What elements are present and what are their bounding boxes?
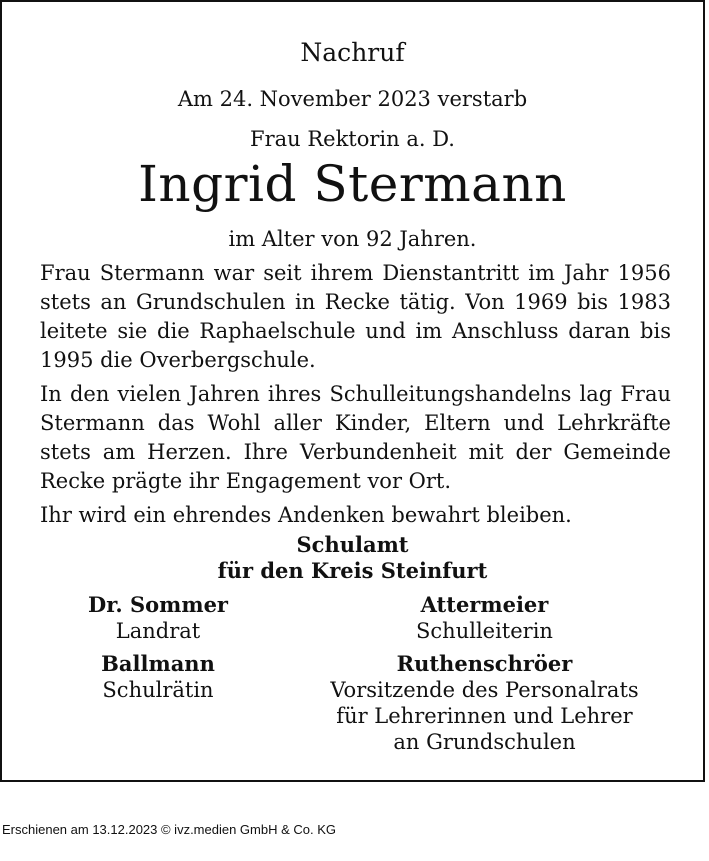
body-paragraph-3: Ihr wird ein ehrendes Andenken bewahrt bleiben. [40, 503, 572, 527]
body-paragraph-1: Frau Stermann war seit ihrem Dienstantritt im Jahr 1956 stets an Grundschulen in Recke tätig. Von 1969 bis 1983 leitete sie die Raphaelschule und im Anschluss daran bis 1995 die Overbergschule. [40, 261, 671, 372]
body-paragraph-2: In den vielen Jahren ihres Schulleitungshandelns lag Frau Stermann das Wohl aller Kinder, Eltern und Lehrkräfte stets am Herzen. Ihre Verbundenheit mit der Gemeinde Recke prägte ihr Engagement vor Ort. [40, 382, 671, 493]
signatory-name: Ruthenschröer [396, 651, 573, 676]
signatory-role: Schulleiterin [416, 619, 553, 643]
signatory-3 [58, 651, 258, 703]
signatory-role-line-2: für Lehrerinnen und Lehrer [336, 704, 633, 728]
signatory-role-line-1: Vorsitzende des Personalrats [330, 678, 639, 702]
deceased-name: Ingrid Stermann [138, 155, 567, 213]
notice-heading: Nachruf [300, 38, 405, 67]
signatory-role: Schulrätin [102, 678, 214, 702]
deceased-title: Frau Rektorin a. D. [250, 127, 455, 151]
notice-body [40, 259, 671, 535]
sender-block [2, 532, 703, 584]
signatory-2 [312, 592, 657, 644]
signatory-name: Attermeier [420, 592, 549, 617]
signatory-name: Ballmann [101, 651, 215, 676]
sender-line-2: für den Kreis Steinfurt [217, 558, 488, 583]
signatory-1 [58, 592, 258, 644]
death-date-line: Am 24. November 2023 verstarb [177, 87, 528, 111]
publication-footer: Erschienen am 13.12.2023 © ivz.medien GmbH & Co. KG [2, 822, 337, 837]
signatory-role: Landrat [115, 619, 201, 643]
signatory-name: Dr. Sommer [87, 592, 228, 617]
age-line: im Alter von 92 Jahren. [228, 227, 477, 251]
signatory-role-line-3: an Grundschulen [393, 730, 576, 754]
signatory-4 [312, 651, 657, 755]
sender-line-1: Schulamt [296, 532, 409, 557]
